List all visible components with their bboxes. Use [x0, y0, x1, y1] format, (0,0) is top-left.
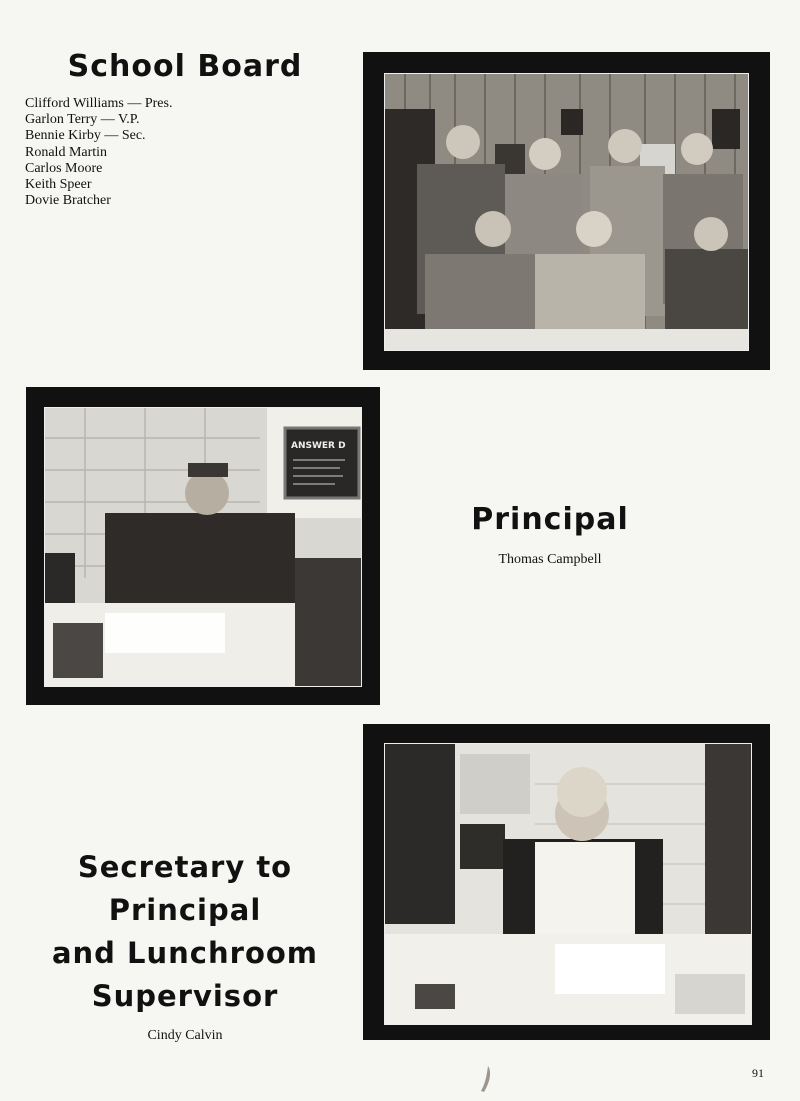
principal-desk-image: [45, 408, 361, 686]
board-member: Clifford Williams — Pres.: [25, 96, 173, 111]
page-number: 91: [752, 1066, 764, 1080]
principal-name: Thomas Campbell: [498, 552, 602, 567]
answer-board-text: ANSWER D: [291, 441, 346, 451]
print-speck: [478, 1064, 496, 1094]
board-member: Dovie Bratcher: [25, 193, 111, 209]
board-member: Carlos Moore: [25, 160, 103, 176]
secretary-heading-line: Supervisor: [91, 979, 279, 1013]
board-member: Bennie Kirby — Sec.: [25, 128, 146, 144]
board-member: Keith Speer: [25, 177, 92, 193]
secretary-heading-line: Secretary to: [77, 850, 293, 884]
board-photo: [384, 73, 749, 351]
board-member: Ronald Martin: [25, 144, 108, 160]
board-group-image: [385, 74, 748, 350]
principal-photo-frame: [26, 387, 380, 705]
secretary-heading-line: and Lunchroom: [51, 936, 319, 970]
school-board-heading: School Board: [67, 49, 303, 84]
principal-heading: Principal: [471, 502, 629, 537]
secretary-heading: [40, 846, 330, 1018]
board-member: Garlon Terry — V.P.: [25, 112, 140, 128]
secretary-name: Cindy Calvin: [147, 1028, 223, 1043]
principal-photo: [44, 407, 362, 687]
secretary-desk-image: [385, 744, 751, 1024]
secretary-photo-frame: [363, 724, 770, 1040]
board-photo-frame: [363, 52, 770, 370]
board-member-list: [25, 96, 172, 209]
secretary-heading-line: Principal: [108, 893, 262, 927]
secretary-photo: [384, 743, 752, 1025]
